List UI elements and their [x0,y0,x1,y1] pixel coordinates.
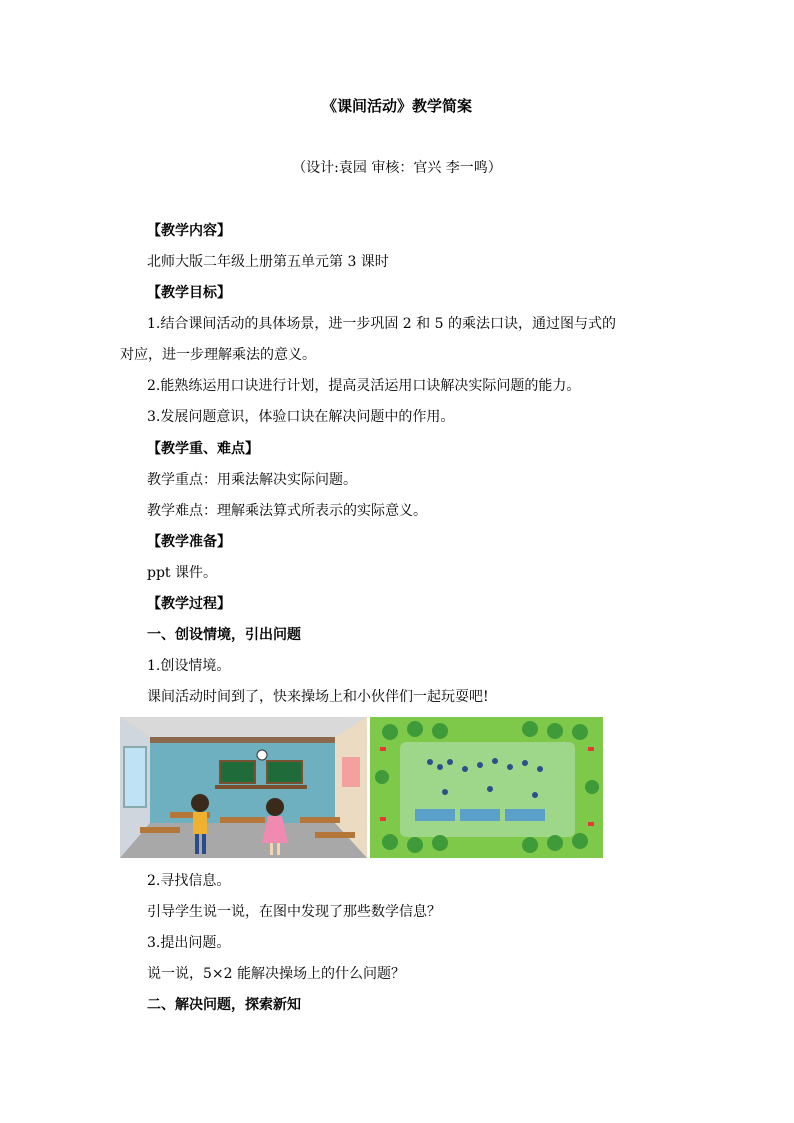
section-heading-key-points: 【教学重、难点】 [147,441,259,457]
goal-1-line-1: 1.结合课间活动的具体场景，进一步巩固 2 和 5 的乘法口诀，通过图与式的 [147,316,616,332]
step-2: 2.寻找信息。 [147,873,231,889]
step-1: 1.创设情境。 [147,658,231,674]
playground-illustration [370,717,603,858]
step-1-text: 课间活动时间到了，快来操场上和小伙伴们一起玩耍吧! [147,689,489,705]
part-2-heading: 二、解决问题，探索新知 [147,997,301,1013]
preparation-text: ppt 课件。 [147,565,217,581]
section-heading-content: 【教学内容】 [147,223,231,239]
goal-1-line-2: 对应，进一步理解乘法的意义。 [120,347,316,363]
difficult-point: 教学难点：理解乘法算式所表示的实际意义。 [147,503,427,519]
step-3: 3.提出问题。 [147,935,231,951]
section-heading-goals: 【教学目标】 [147,285,231,301]
step-2-text: 引导学生说一说，在图中发现了那些数学信息？ [147,904,441,920]
key-point: 教学重点：用乘法解决实际问题。 [147,472,357,488]
section-heading-preparation: 【教学准备】 [147,534,231,550]
section-heading-process: 【教学过程】 [147,596,231,612]
content-text: 北师大版二年级上册第五单元第 3 课时 [147,254,389,270]
illustrations [120,717,603,858]
goal-2: 2.能熟练运用口诀进行计划，提高灵活运用口诀解决实际问题的能力。 [147,378,581,394]
step-3-text: 说一说，5×2 能解决操场上的什么问题？ [147,966,405,982]
goal-3: 3.发展问题意识，体验口诀在解决问题中的作用。 [147,409,455,425]
classroom-illustration [120,717,367,858]
page-title: 《课间活动》教学简案 [321,97,472,115]
part-1-heading: 一、创设情境，引出问题 [147,627,301,643]
credits: （设计:袁园 审核：官兴 李一鸣） [292,160,502,176]
